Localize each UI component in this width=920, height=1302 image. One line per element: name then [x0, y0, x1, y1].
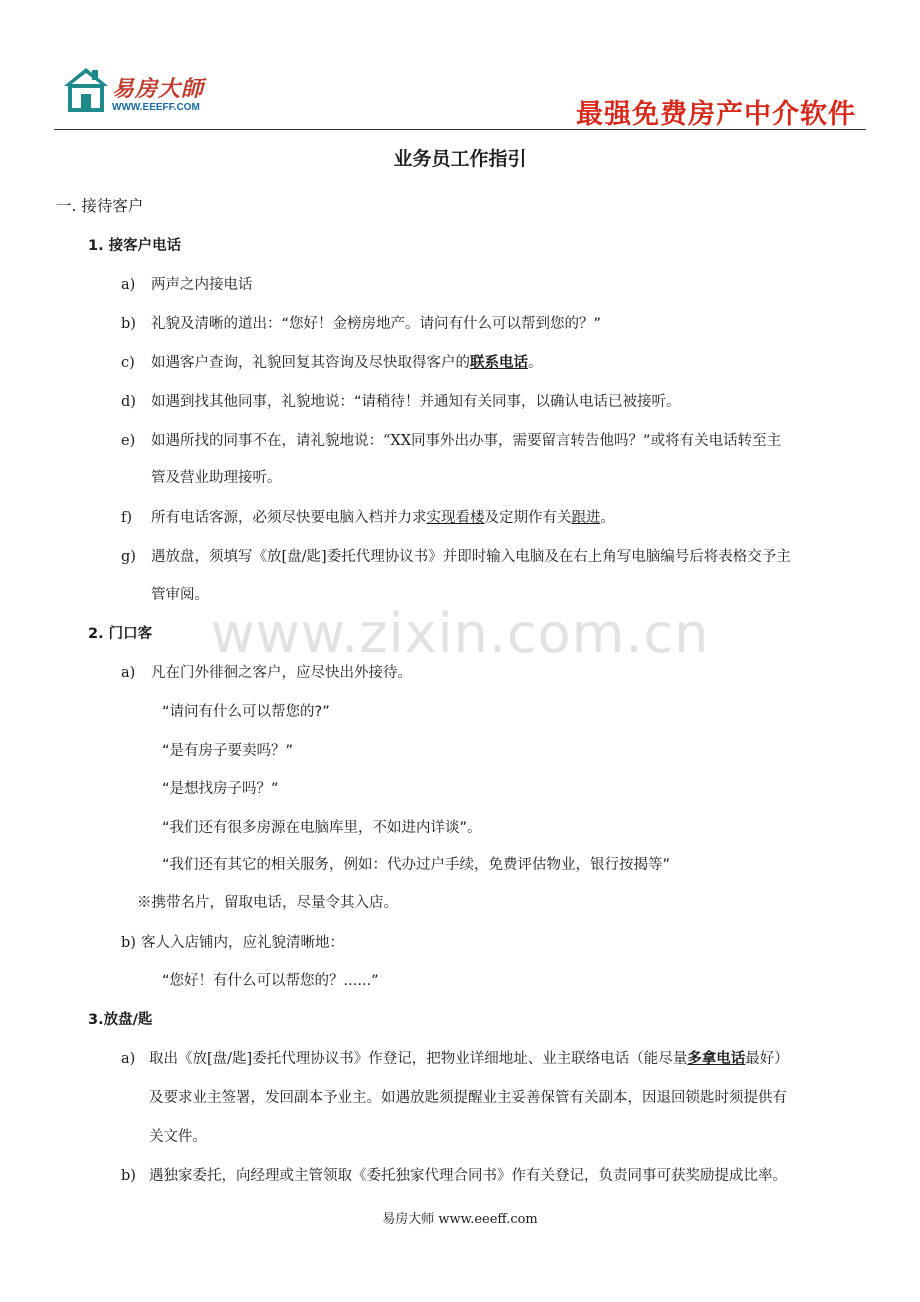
watermark: www.zixin.com.cn — [210, 602, 710, 665]
list-marker: g) — [121, 549, 136, 565]
underline-viewing: 实现看楼 — [426, 510, 485, 526]
list-item — [121, 545, 791, 566]
item-text-mid: 及定期作有关 — [484, 510, 572, 526]
emphasis-contact-phone: 联系电话 — [470, 355, 528, 371]
list-marker: a) — [121, 1051, 136, 1067]
phone-greeting-quote: “您好！金榜房地产。请问有什么可以帮到您的？” — [281, 316, 602, 332]
list-marker: a) — [121, 277, 136, 293]
logo-url: WWW.EEEFF.COM — [112, 102, 200, 113]
quote-text: 同事外出办事，需要留言转告他吗？” — [411, 433, 651, 449]
item-text-rest: 并通知有关同事，以确认电话已被接听。 — [419, 394, 681, 410]
underline-follow-up: 跟进 — [571, 510, 601, 526]
list-marker: e) — [121, 433, 136, 449]
item-text-rest: 或将有关电话转至主 — [650, 433, 782, 449]
house-logo-icon — [62, 64, 110, 116]
item-text-end: 。 — [528, 355, 543, 371]
quote-text: “请稍待！ — [354, 394, 420, 410]
list-item — [121, 661, 412, 682]
item-text-end: 最好） — [745, 1051, 789, 1067]
item-continuation: 及要求业主签署，发回副本予业主。如遇放匙须提醒业主妥善保管有关副本，因退回锁匙时须提供有 — [149, 1090, 787, 1106]
list-item — [121, 506, 615, 527]
item-text: 遇独家委托，向经理或主管领取《委托独家代理合同书》作有关登记，负责同事可获奖励提成比率。 — [149, 1168, 787, 1184]
list-marker: a) — [121, 665, 136, 681]
list-item — [121, 429, 781, 450]
item-text: 如遇到找其他同事，礼貌地说： — [151, 394, 354, 410]
list-marker: b) — [121, 316, 136, 332]
list-item — [121, 312, 601, 333]
subsection-heading-phone: 1. 接客户电话 — [88, 238, 182, 254]
item-text: 凡在门外徘徊之客户，应尽快出外接待。 — [151, 665, 412, 681]
emphasis-more-phones: 多拿电话 — [687, 1051, 746, 1067]
list-item — [121, 273, 253, 294]
document-title: 业务员工作指引 — [393, 148, 527, 170]
logo-text: 易房大師 — [112, 77, 205, 102]
list-marker: b) — [121, 1168, 136, 1184]
list-marker: f) — [121, 510, 133, 526]
list-item — [121, 351, 543, 372]
list-item — [121, 1164, 787, 1185]
item-text: 遇放盘，须填写《放[盘/匙]委托代理协议书》并即时输入电脑及在右上角写电脑编号后将表格交予主 — [151, 549, 791, 565]
header-rule — [54, 129, 866, 130]
item-text: 礼貌及清晰的道出： — [151, 316, 282, 332]
script-quote: “您好！有什么可以帮您的？......” — [162, 973, 379, 989]
item-text: 如遇客户查询，礼貌回复其咨询及尽快取得客户的 — [151, 355, 470, 371]
item-continuation: 管及营业助理接听。 — [151, 470, 282, 486]
script-quote: “我们还有其它的相关服务，例如：代办过户手续，免费评估物业，银行按揭等” — [162, 857, 671, 873]
script-quote: “请问有什么可以帮您的?” — [162, 704, 330, 720]
item-continuation: 关文件。 — [149, 1129, 207, 1145]
list-item — [121, 931, 344, 952]
item-text: 如遇所找的同事不在，请礼貌地说：“XX — [151, 433, 412, 449]
script-quote: “是想找房子吗？” — [162, 781, 279, 797]
item-text: 两声之内接电话 — [151, 277, 253, 293]
subsection-heading-listing: 3.放盘/匙 — [88, 1012, 153, 1028]
list-marker: c) — [121, 355, 135, 371]
list-item — [121, 390, 681, 411]
item-continuation: 管审阅。 — [151, 587, 209, 603]
item-text: 取出《放[盘/匙]委托代理协议书》作登记，把物业详细地址、业主联络电话（能尽量 — [149, 1051, 688, 1067]
item-text-end: 。 — [600, 510, 615, 526]
item-text: 所有电话客源，必须尽快要电脑入档并力求 — [151, 510, 427, 526]
section-heading: 一. 接待客户 — [56, 197, 144, 215]
company-logo — [62, 64, 242, 124]
script-quote: “我们还有很多房源在电脑库里，不如进内详谈”。 — [162, 820, 482, 836]
list-marker: d) — [121, 394, 136, 410]
list-marker: b) — [121, 935, 136, 951]
item-text: 客人入店铺内，应礼貌清晰地： — [141, 935, 344, 951]
page-footer: 易房大师 www.eeeff.com — [382, 1212, 538, 1227]
script-quote: “是有房子要卖吗？” — [162, 743, 294, 759]
slogan: 最强免费房产中介软件 — [576, 99, 856, 130]
list-item — [121, 1047, 789, 1068]
subsection-heading-walk-in: 2. 门口客 — [88, 626, 153, 642]
note-text: ※携带名片，留取电话，尽量令其入店。 — [137, 895, 398, 911]
